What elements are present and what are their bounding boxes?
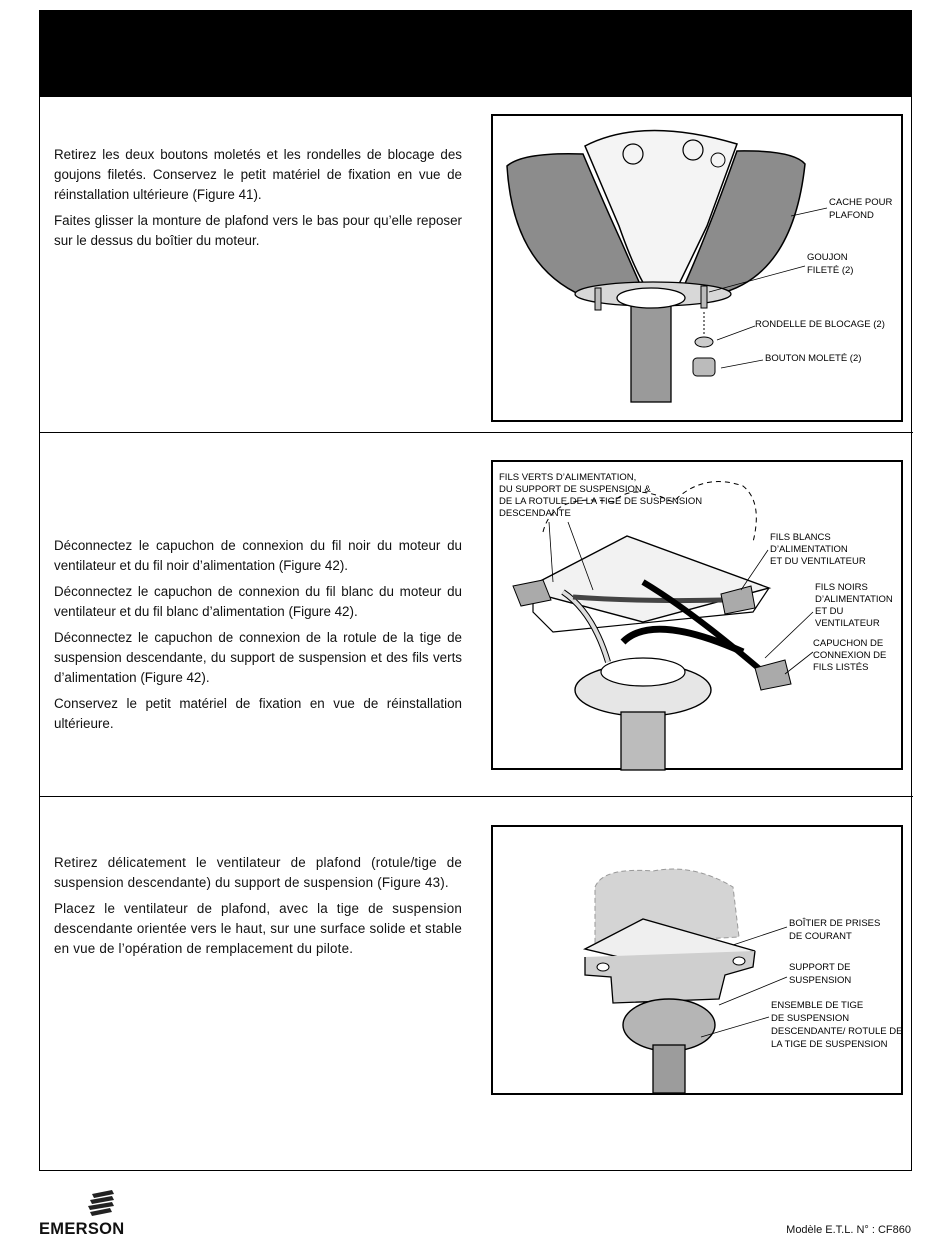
callout-downrod-assembly: ENSEMBLE DE TIGE: [771, 1000, 864, 1011]
callout-black-wires: VENTILATEUR: [815, 618, 880, 629]
callout-lock-washer: RONDELLE DE BLOCAGE (2): [755, 319, 885, 330]
callout-wire-nut: CAPUCHON DE: [813, 638, 884, 649]
callout-downrod-assembly: DESCENDANTE/ ROTULE DE: [771, 1026, 903, 1037]
figure-43: [491, 825, 903, 1095]
section-divider: [39, 432, 913, 433]
threaded-stud: [701, 286, 707, 308]
downrod: [621, 712, 665, 770]
callout-black-wires: ET DU: [815, 606, 844, 617]
brand-name: EMERSON: [39, 1220, 125, 1238]
callout-green-wires: DE LA ROTULE DE LA TIGE DE SUSPENSION: [499, 496, 703, 507]
step-1-paragraph: Faites glisser la monture de plafond vers le bas pour qu’elle reposer sur le dessus du boîtier du moteur.: [54, 213, 462, 248]
downrod-ball: [623, 999, 715, 1051]
step-1-paragraph: Retirez les deux boutons moletés et les rondelles de blocage des goujons filetés. Conservez le petit matériel de fixation en vue de réinstallation ultérieure (Figure 41).: [54, 147, 462, 202]
lock-washer: [695, 337, 713, 347]
callout-outlet-box: DE COURANT: [789, 931, 852, 942]
section-divider: [39, 796, 913, 797]
callout-black-wires: FILS NOIRS: [815, 582, 868, 593]
callout-white-wires: D’ALIMENTATION: [770, 544, 848, 555]
figure-41-illustration: [493, 116, 905, 424]
downrod: [631, 302, 671, 402]
knurled-knob: [693, 358, 715, 376]
step-2-paragraph: Conservez le petit matériel de fixation en vue de réinstallation ultérieure.: [54, 696, 462, 731]
callout-threaded-stud: GOUJON: [807, 252, 848, 263]
step-2-instructions: [54, 536, 462, 740]
figure-42: [491, 460, 903, 770]
figure-43-illustration: [493, 827, 905, 1097]
wire-nut: [755, 660, 791, 690]
step-2-paragraph: Déconnectez le capuchon de connexion de la rotule de la tige de suspension descendante, du support de suspension et des fils verts d’alimentation (Figure 42).: [54, 630, 462, 685]
callout-downrod-assembly: LA TIGE DE SUSPENSION: [771, 1039, 888, 1050]
callout-white-wires: FILS BLANCS: [770, 532, 831, 543]
emerson-logo: [39, 1190, 159, 1240]
header-bar: [39, 10, 912, 97]
step-3-paragraph: Placez le ventilateur de plafond, avec la tige de suspension descendante orientée vers le haut, sur une surface solide et stable en vue de l’opération de remplacement du pilote.: [54, 901, 462, 956]
step-3-paragraph: Retirez délicatement le ventilateur de plafond (rotule/tige de suspension descendante) du support de suspension (Figure 43).: [54, 855, 462, 890]
step-1-instructions: [54, 145, 462, 257]
step-3-instructions: [54, 853, 462, 965]
step-2-paragraph: Déconnectez le capuchon de connexion du fil blanc du moteur du ventilateur et du fil blanc d’alimentation (Figure 42).: [54, 584, 462, 619]
model-number: Modèle E.T.L. N° : CF860: [786, 1224, 911, 1236]
callout-threaded-stud: FILETÉ (2): [807, 265, 854, 276]
downrod: [653, 1045, 685, 1093]
callout-white-wires: ET DU VENTILATEUR: [770, 556, 866, 567]
callout-knurled-knob: BOUTON MOLETÉ (2): [765, 353, 862, 364]
callout-downrod-assembly: DE SUSPENSION: [771, 1013, 850, 1024]
threaded-stud: [595, 288, 601, 310]
callout-canopy-cover: CACHE POUR: [829, 197, 893, 208]
callout-wire-nut: FILS LISTÉS: [813, 662, 869, 673]
callout-canopy-cover: PLAFOND: [829, 210, 874, 221]
figure-41: [491, 114, 903, 422]
callout-black-wires: D’ALIMENTATION: [815, 594, 893, 605]
callout-green-wires: DESCENDANTE: [499, 508, 571, 519]
callout-hanger-bracket: SUPPORT DE: [789, 962, 851, 973]
callout-green-wires: FILS VERTS D’ALIMENTATION,: [499, 472, 637, 483]
callout-hanger-bracket: SUSPENSION: [789, 975, 852, 986]
callout-outlet-box: BOÎTIER DE PRISES: [789, 918, 881, 929]
figure-42-illustration: [493, 462, 905, 772]
callout-wire-nut: CONNEXION DE: [813, 650, 887, 661]
callout-green-wires: DU SUPPORT DE SUSPENSION &: [499, 484, 651, 495]
step-2-paragraph: Déconnectez le capuchon de connexion du fil noir du moteur du ventilateur et du fil noir d’alimentation (Figure 42).: [54, 538, 462, 573]
emerson-mark-icon: [84, 1190, 124, 1220]
